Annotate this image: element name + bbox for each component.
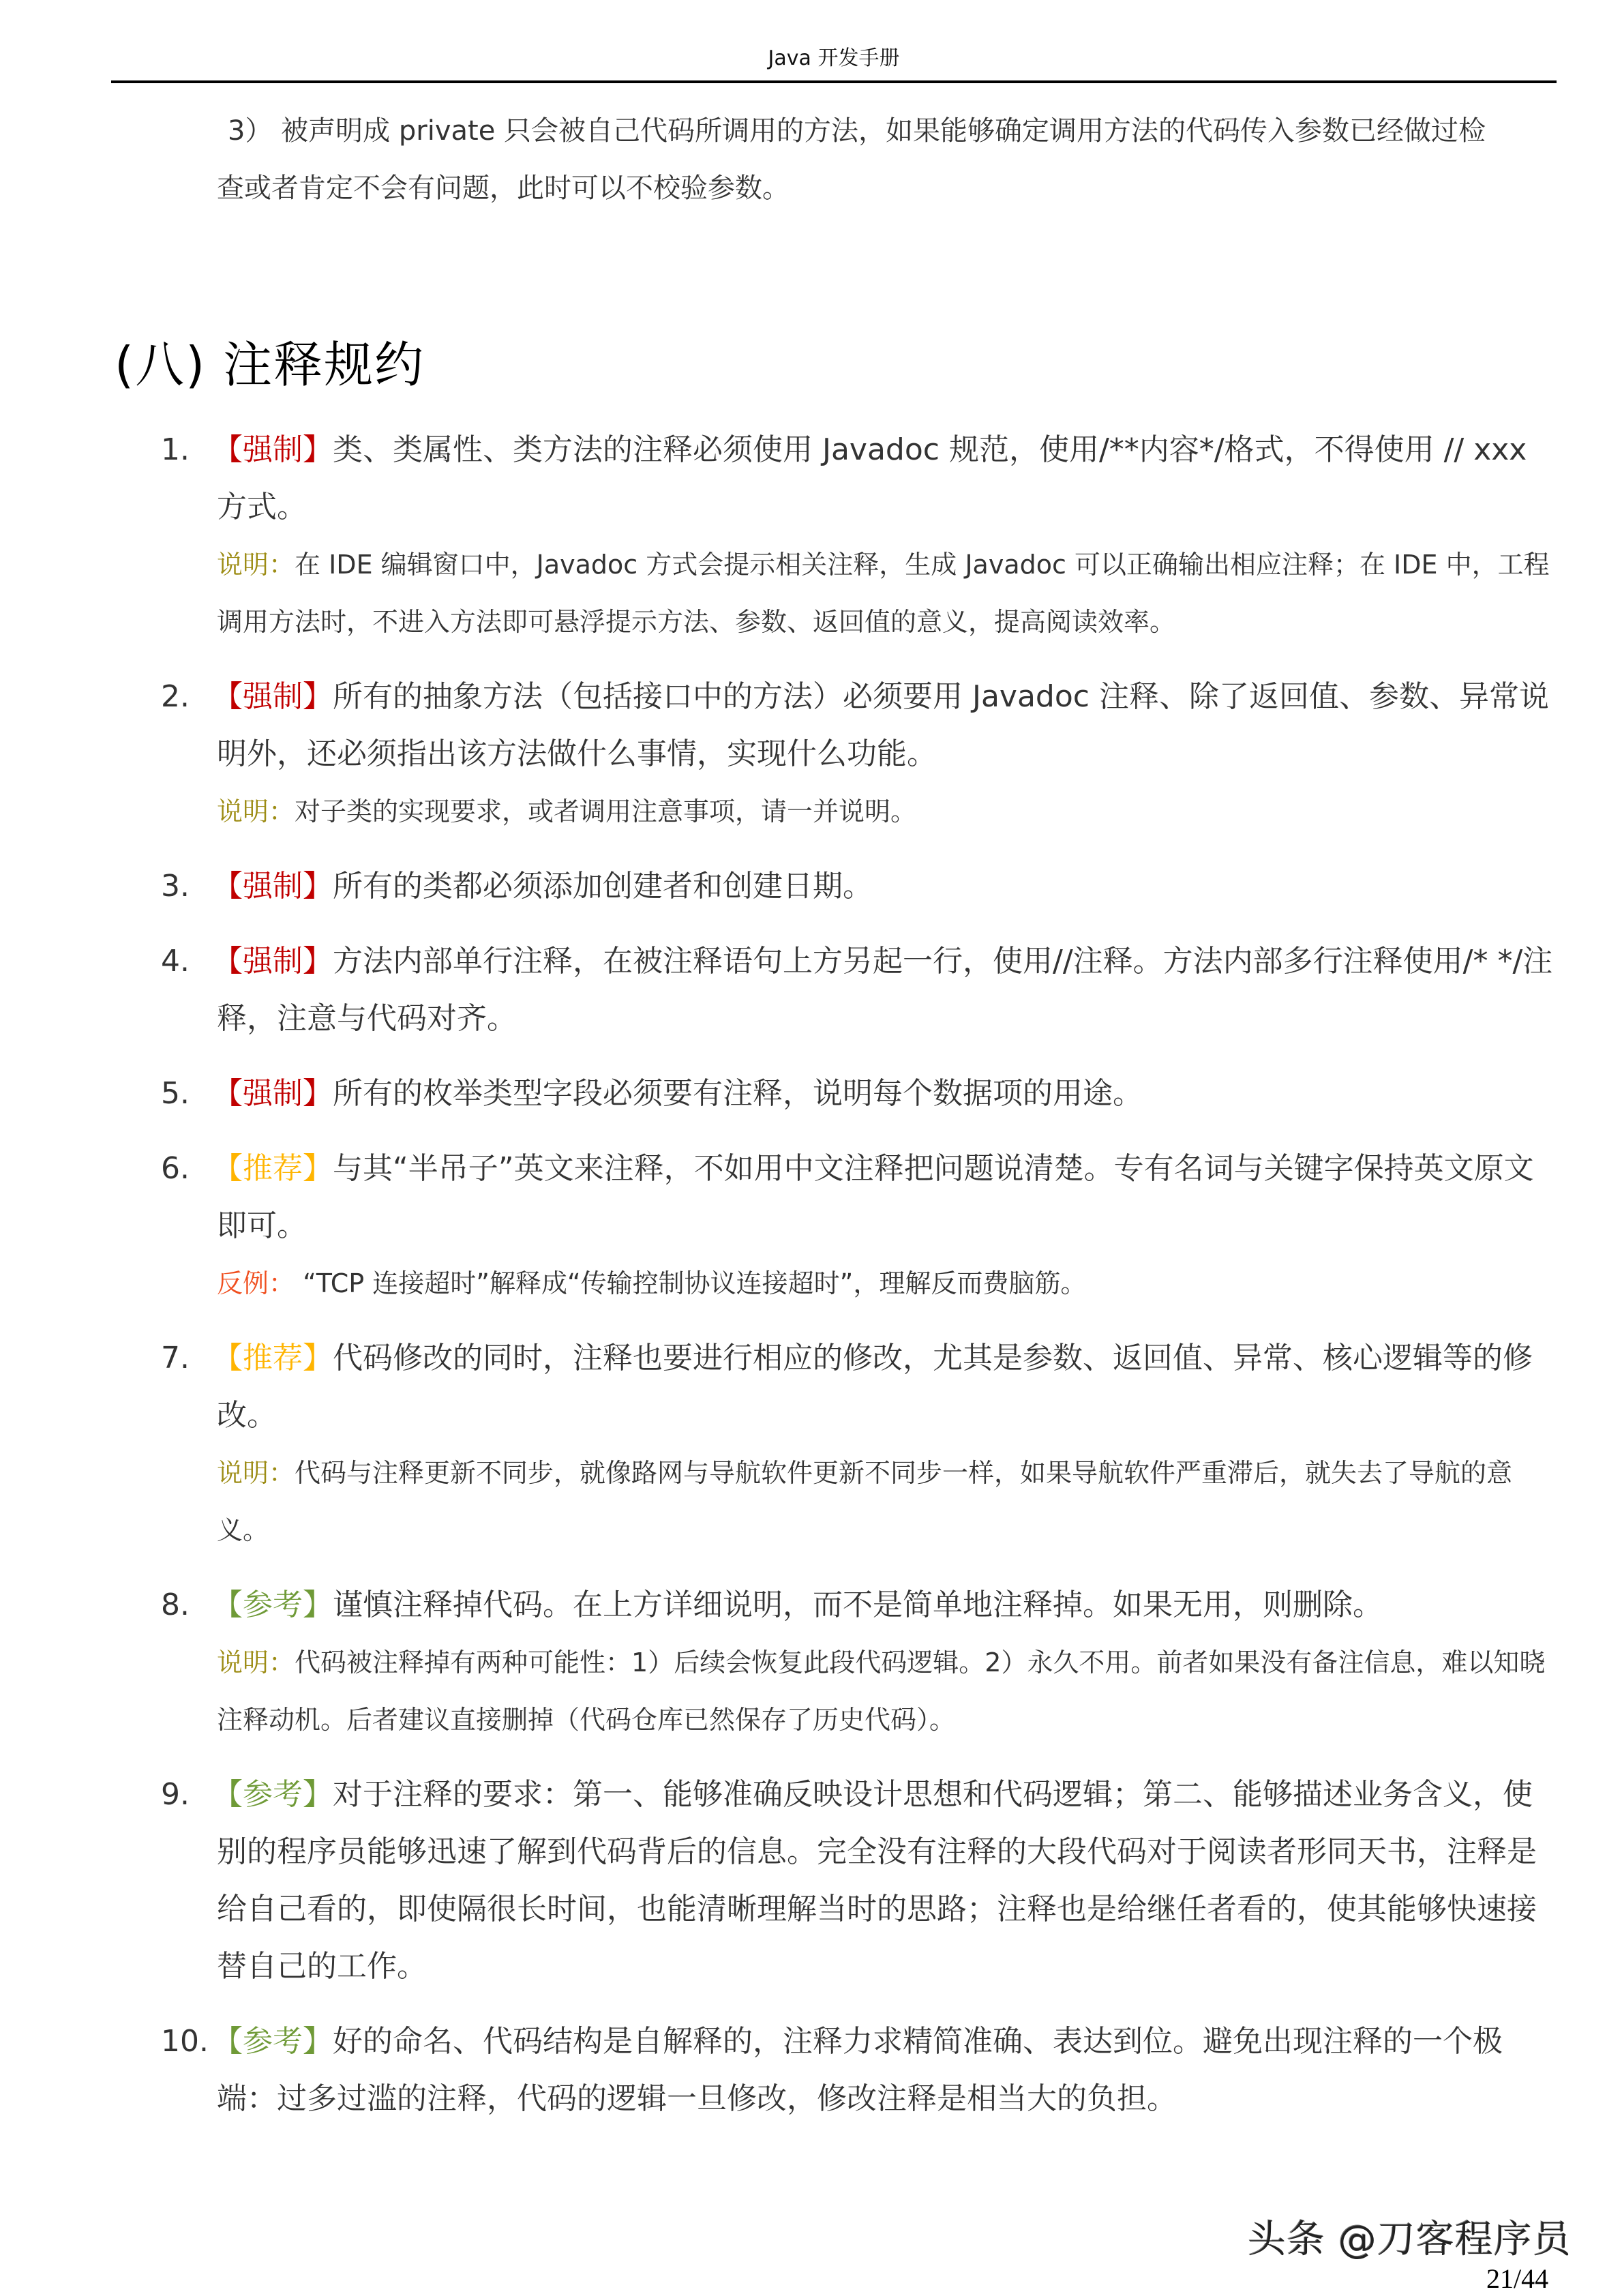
rule-item [161,933,1559,1047]
rule-text [213,858,1559,915]
section-title: (八) 注释规约 [115,336,425,393]
rule-item [161,1330,1559,1559]
rule-number: 1. [161,432,190,467]
rule-item [161,1065,1559,1122]
note-content: 代码与注释更新不同步，就像路网与导航软件更新不同步一样，如果导航软件严重滞后，就失去了导航的意义。 [217,1458,1513,1545]
rule-content: 方法内部单行注释，在被注释语句上方另起一行，使用//注释。方法内部多行注释使用/* */注释，注意与代码对齐。 [217,944,1553,1036]
tag-mandatory: 【强制】 [213,679,333,714]
rule-content: 所有的枚举类型字段必须要有注释，说明每个数据项的用途。 [333,1076,1143,1111]
rule-content: 所有的抽象方法（包括接口中的方法）必须要用 Javadoc 注释、除了返回值、参数、异常说明外，还必须指出该方法做什么事情，实现什么功能。 [217,679,1549,771]
note-label-counter-example: 反例： [217,1268,295,1298]
rule-content: 好的命名、代码结构是自解释的，注释力求精简准确、表达到位。避免出现注释的一个极端：过多过滥的注释，代码的逻辑一旦修改，修改注释是相当大的负担。 [217,2024,1503,2116]
rule-item [161,421,1559,651]
note-label-explain: 说明： [217,1648,295,1678]
rule-text [213,1330,1559,1444]
rule-item [161,668,1559,840]
rule-number: 5. [161,1076,190,1111]
rule-content: 所有的类都必须添加创建者和创建日期。 [333,869,873,904]
rule-text [213,668,1559,783]
note-label-explain: 说明： [217,550,295,580]
rule-item [161,2013,1559,2128]
source-watermark: 头条 @刀客程序员 [1248,2218,1572,2262]
rule-content: 类、类属性、类方法的注释必须使用 Javadoc 规范，使用/**内容*/格式，不得使用 // xxx 方式。 [217,432,1527,524]
rule-text [213,933,1559,1047]
intro-line-2: 查或者肯定不会有问题，此时可以不校验参数。 [217,173,790,204]
rule-item [161,1577,1559,1748]
intro-paragraph [217,102,1553,217]
rules-list [161,421,1559,2145]
rule-content: 与其“半吊子”英文来注释，不如用中文注释把问题说清楚。专有名词与关键字保持英文原文即可。 [217,1151,1534,1243]
rule-note [217,1634,1559,1748]
note-content: “TCP 连接超时”解释成“传输控制协议连接超时”，理解反而费脑筋。 [295,1268,1087,1298]
rule-text [213,1577,1559,1634]
note-label-explain: 说明： [217,1458,295,1488]
rule-number: 7. [161,1341,190,1375]
rule-item [161,1140,1559,1312]
rule-text [213,1140,1559,1255]
rule-number: 3. [161,869,190,904]
tag-reference: 【参考】 [213,1587,333,1622]
tag-recommend: 【推荐】 [213,1151,333,1186]
tag-reference: 【参考】 [213,1777,333,1812]
rule-item [161,858,1559,915]
rule-note [217,1255,1559,1312]
rule-text [213,1065,1559,1122]
document-title: Java 开发手册 [768,46,900,70]
note-content: 对子类的实现要求，或者调用注意事项，请一并说明。 [295,796,917,826]
tag-recommend: 【推荐】 [213,1341,333,1375]
rule-note [217,783,1559,840]
header-divider [111,80,1557,83]
rule-item [161,1766,1559,1995]
rule-content: 对于注释的要求：第一、能够准确反映设计思想和代码逻辑；第二、能够描述业务含义，使别的程序员能够迅速了解到代码背后的信息。完全没有注释的大段代码对于阅读者形同天书，注释是给自己看的，即使隔很长时间，也能清晰理解当时的思路；注释也是给继任者看的，使其能够快速接替自己的工作。 [217,1777,1537,1984]
rule-content: 谨慎注释掉代码。在上方详细说明，而不是简单地注释掉。如果无用，则删除。 [333,1587,1383,1622]
rule-number: 2. [161,679,190,714]
rule-number: 10. [161,2024,209,2059]
rule-text [213,1766,1559,1995]
tag-mandatory: 【强制】 [213,869,333,904]
rule-text [213,421,1559,536]
intro-line-1: 3） 被声明成 private 只会被自己代码所调用的方法，如果能够确定调用方法的代码传入参数已经做过检 [228,115,1486,147]
rule-content: 代码修改的同时，注释也要进行相应的修改，尤其是参数、返回值、异常、核心逻辑等的修改。 [217,1341,1533,1433]
tag-mandatory: 【强制】 [213,432,333,467]
rule-number: 8. [161,1587,190,1622]
note-content: 代码被注释掉有两种可能性：1）后续会恢复此段代码逻辑。2）永久不用。前者如果没有备注信息，难以知晓注释动机。后者建议直接删掉（代码仓库已然保存了历史代码）。 [217,1648,1546,1735]
rule-note [217,1444,1559,1559]
rule-number: 4. [161,944,190,979]
note-content: 在 IDE 编辑窗口中，Javadoc 方式会提示相关注释，生成 Javadoc 可以正确输出相应注释；在 IDE 中，工程调用方法时，不进入方法即可悬浮提示方法、参数、返回值的意义，提高阅读效率。 [217,550,1550,637]
page-number: 21/44 [1486,2263,1549,2294]
rule-text [213,2013,1559,2128]
tag-reference: 【参考】 [213,2024,333,2059]
rule-number: 6. [161,1151,190,1186]
rule-number: 9. [161,1777,190,1812]
tag-mandatory: 【强制】 [213,944,333,979]
rule-note [217,536,1559,651]
tag-mandatory: 【强制】 [213,1076,333,1111]
page-header [111,46,1557,71]
note-label-explain: 说明： [217,796,295,826]
